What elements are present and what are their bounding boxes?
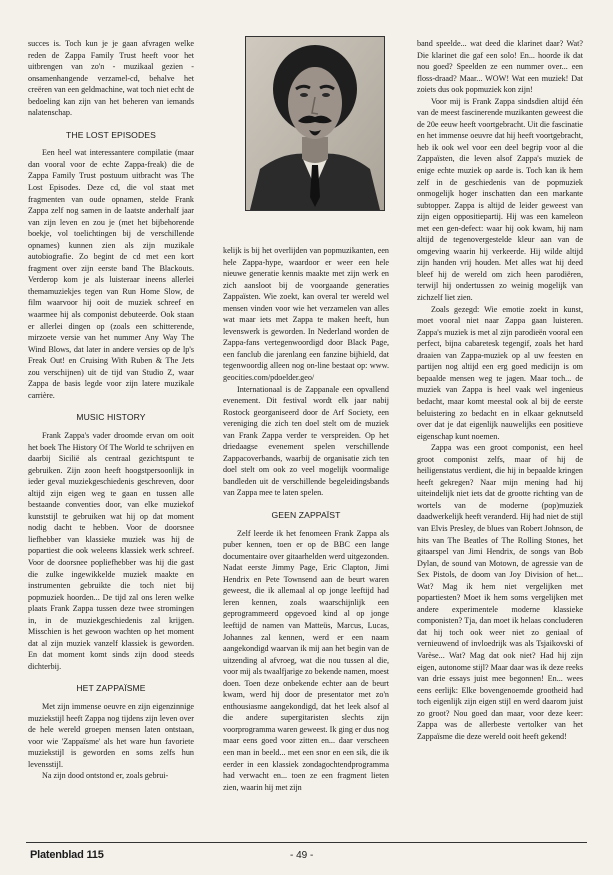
magazine-title: Platenblad 115	[30, 849, 104, 861]
footer-divider	[26, 842, 587, 843]
paragraph: Internationaal is de Zappanale een opvallend evenement. Dit festival wordt elk jaar nabij Rostock georganiseerd door de Arf Society, een vereniging die zich ten doel stelt om de muziek van Frank Zappa verder te verspreiden. Op het driedaagse evenement spelen verschillende Zappacoverbands, waarbij de organisatie zich ten doel stelt om ook zo veel mogelijk voormalige bandleden uit de verschillende begeleidingsbands van Zappa mee te laten spelen.	[223, 384, 389, 498]
paragraph: Zelf leerde ik het fenomeen Frank Zappa als puber kennen, toen er op de BBC een lange documentaire over gitaarhelden werd uitgezonden. Nadat eerste Jimmy Page, Eric Clapton, Jimi Hendrix en Pete Townsend aan de beurt waren geweest, die ik allemaal al op jonge leeftijd had leren kennen, zoals waarschijnlijk een geprogrammeerd opgevoed kind al op jonge leeftijd de namen van Matteüs, Marcus, Lucas, Johannes zal kennen, werd er een naam aangekondigd waarvan ik mij aan het begin van de uitzending al afvroeg, wat die nou tussen al die, voor mij als twaalfjarige zo bekende namen, moest doen. Toen deze onbekende echter aan de beurt kwam, werd hij door de presentator met zo'n enthousiasme aangekondigd, dat het leek alsof al die andere supergitaristen slechts zijn voorprogramma waren geweest. Ik ging er dus nog maar eens goed voor zitten en... daar verscheen een man in beeld... met een snor en een sik, die ik eerder in een klassiek zondagochtendprogramma had verwacht en... toen ze een fragment lieten zien, waarin hij met zijn	[223, 528, 389, 792]
column-1	[28, 38, 194, 782]
paragraph: succes is. Toch kun je je gaan afvragen welke reden de Zappa Family Trust heeft voor het uitbrengen van zo'n - muzikaal gezien - onsamenhangende verzamel-cd, behalve het creëren van een geldmachine, wat toch niet echt de bedoeling kan zijn van het beheren van iemands nalatenschap.	[28, 39, 194, 118]
paragraph: Een heel wat interessantere compilatie (maar dan vooral voor de echte Zappa-freak) die de Zappa Family Trust postuum uitbracht was The Lost Episodes. Deze cd, die vol staat met fragmenten van oude opnamen, stelde Frank Zappa zelf nog samen in de laatste anderhalf jaar van zijn leven en zou je (met het bijbehorende boekje, vol toelichtingen bij de verschillende opnames) kunnen zien als zijn muzikale autobiografie. Zo begint de cd met een kort fragment over zijn eerste band The Blackouts. Verderop kom je als luisteraar ineens allerlei themamuziekjes tegen van Run Home Slow, de film waarvoor hij ooit de muziek schreef en waarmee hij als componist debuteerde. Ook staan er allerlei dingen op (zoals een schitterende, mirzoete versie van het nummer Any Way The Wind Blows, dat later in andere versies op de lp's Freak Out! en Cruising With Ruben & The Jets zou verschijnen) uit de tijd van Studio Z, waar Zappa de basis legde voor zijn latere muzikale carrière.	[28, 148, 194, 400]
section-heading-music-history: MUSIC HISTORY	[76, 412, 146, 423]
paragraph: band speelde... wat deed die klarinet daar? Wat? Die klarinet die gaf een solo! En... hoorde ik dat nou goed? Speelden ze een nummer over... een floss-draad? Maar... WOW! Wat een muziek! Dat zoiets dus ook popmuziek kon zijn!	[417, 39, 583, 95]
paragraph: Na zijn dood ontstond er, zoals gebrui-	[42, 771, 169, 781]
paragraph: Frank Zappa's vader droomde ervan om ooit het boek The History Of The World te schrijven en daarbij Sicilië als centraal gezichtspunt te gebruiken. Zijn zoon heeft hoogstpersoonlijk in ieder geval muziekgeschiedenis geschreven, door altijd zijn eigen weg te gaan en tussen alle bestaande conventies door, van elke muziekof kunststijl te gebruiken wat hij op dat moment nodig dacht te hebben. Voor de doorsnee liefhebber van klassieke muziek was hij de popartiest die ook weleens klassiek werk schreef. Voor de doorsnee popliefhebber was hij die gast die zulke ingewikkelde muziek maakte en instrumenten gebruikte die toch niet bij popmuziek hoorden... De tijd zal ons leren welke plaats Frank Zappa tussen deze twee stromingen in, in de muziekgeschiedenis zal krijgen. Misschien is het gewoon wachten op het moment dat al zijn muziek vanzelf klassiek is geworden. En dat moment komt sinds zijn dood steeds dichterbij.	[28, 430, 194, 671]
column-3	[417, 38, 583, 742]
section-heading-lost-episodes: THE LOST EPISODES	[66, 129, 156, 140]
paragraph: Voor mij is Frank Zappa sindsdien altijd één van de meest fascinerende muzikanten geweest die de 20e eeuw heeft voortgebracht. Uit die fascinatie en het immense oeuvre dat hij heeft voortgebracht, heb ik ook wel voor een deel begrip voor al die Zappaïsten, die leven alsof Zappa's muziek de enige echte muziek op aarde is. Toch kan ik hem zelf in de geschiedenis van de popmuziek onmogelijk hoger inschatten dan een markante subtopper. Zappa is altijd de leider geweest van zijn eigen oppositiepartij. Hij was een kameleon met een gen-defect: waar hij ook kwam, hij nam altijd de tegenovergestelde kleur aan van de omgeving waarin hij verkeerde. Hij wilde altijd zijn handen vrij houden. Met alles wat hij deed bleef hij de wereld om zich heen parodiëren, terwijl hij ondertussen zo weinig mogelijk van zichzelf liet zien.	[417, 96, 583, 303]
paragraph: Zoals gezegd: Wie emotie zoekt in kunst, moet vooral niet naar Zappa gaan luisteren. Zappa's muziek is met al zijn parodieën vooral een perfect, bijna cabaretesk tegengif, zoals het hard draaien van Zappa-muziek op al uw feesten en partijen nog altijd een erg goed medicijn is om bepaalde mensen weg te jagen. Maar toch... de muziek van Zappa is heel vaak wel ingenieus bedacht, maar komt meestal ook al bij de eerste beluistering zo bedacht en in elkaar geknutseld over dat je dat eigenlijk nauwelijks een positieve eigenschap kunt noemen.	[417, 304, 583, 441]
page-number: - 49 -	[290, 850, 314, 861]
paragraph: kelijk is bij het overlijden van popmuzikanten, een hele Zappa-hype, waardoor er weer een hele nieuwe generatie kennis maakte met zijn werk en zich aansloot bij de voorgaande generaties Zappaïsten. Wie zoekt, kan overal ter wereld wel mensen vinden voor wie het verzamelen van alles wat maar iets met Zappa te maken heeft, hun levenswerk is geworden. In Nederland worden de Zappa-fans vertegenwoordigd door Black Page, een fanclub die jarenlang een fanzine bijhield, dat tegenwoordig alleen nog on-line bestaat op: www. geocities.com/pdoelder.geo/	[223, 246, 389, 383]
paragraph: Zappa was een groot componist, een heel groot componist zelfs, maar of hij de heiligenstatus verdient, die hij in bepaalde kringen heeft gekregen? Naar mijn mening had hij uiteindelijk niet iets dat de grootte richting van de wortels van de moderne (pop)muziek daadwerkelijk heeft veranderd. Hij had niet de stijl van Elvis Presley, de blues van Robert Johnson, de hits van The Beatles of The Rolling Stones, het gitaarspel van Jimi Hendrix, de songs van Bob Dylan, de sound van Motown, de agressie van de Sex Pistols, de doom van Joy Division of het... Wat? Mag ik hem niet vergelijken met popartiesten? Moet ik hem soms vergelijken met andere experimentele moderne klassieke componisten? Tja, dan moet ik helaas concluderen dat hij toch ook weer niet zo geniaal of vernieuwend of invloedrijk was als Tsjaikovski of Varèse... Wat? Mag dat ook niet? Had hij zijn eigen, autonome stijl? Maar daar was ik deze reeks van drie essays juist mee begonnen! En... wees eens eerlijk: Elke bovengenoemde grootheid had toch eigenlijk zijn eigen stijl en werd daarom juist zo groot? Nou goed dan maar, voor deze keer: Zappa was de allerbeste vertolker van het Zappaïsme die deze wereld ooit heeft gekend!	[417, 443, 583, 741]
column-2	[223, 245, 389, 793]
portrait-illustration	[246, 37, 384, 210]
section-heading-zappaisme: HET ZAPPAÏSME	[76, 683, 146, 694]
section-heading-geen-zappaist: GEEN ZAPPAÏST	[271, 510, 341, 521]
paragraph: Met zijn immense oeuvre en zijn eigenzinnige muziekstijl heeft Zappa nog tijdens zijn leven over de hele wereld groepen mensen laten ontstaan, voor wie 'Zappaïsme' als het ware hun favoriete muziekstijl is geworden en soms zelfs hun levensstijl.	[28, 701, 194, 769]
portrait-photo	[245, 36, 385, 211]
